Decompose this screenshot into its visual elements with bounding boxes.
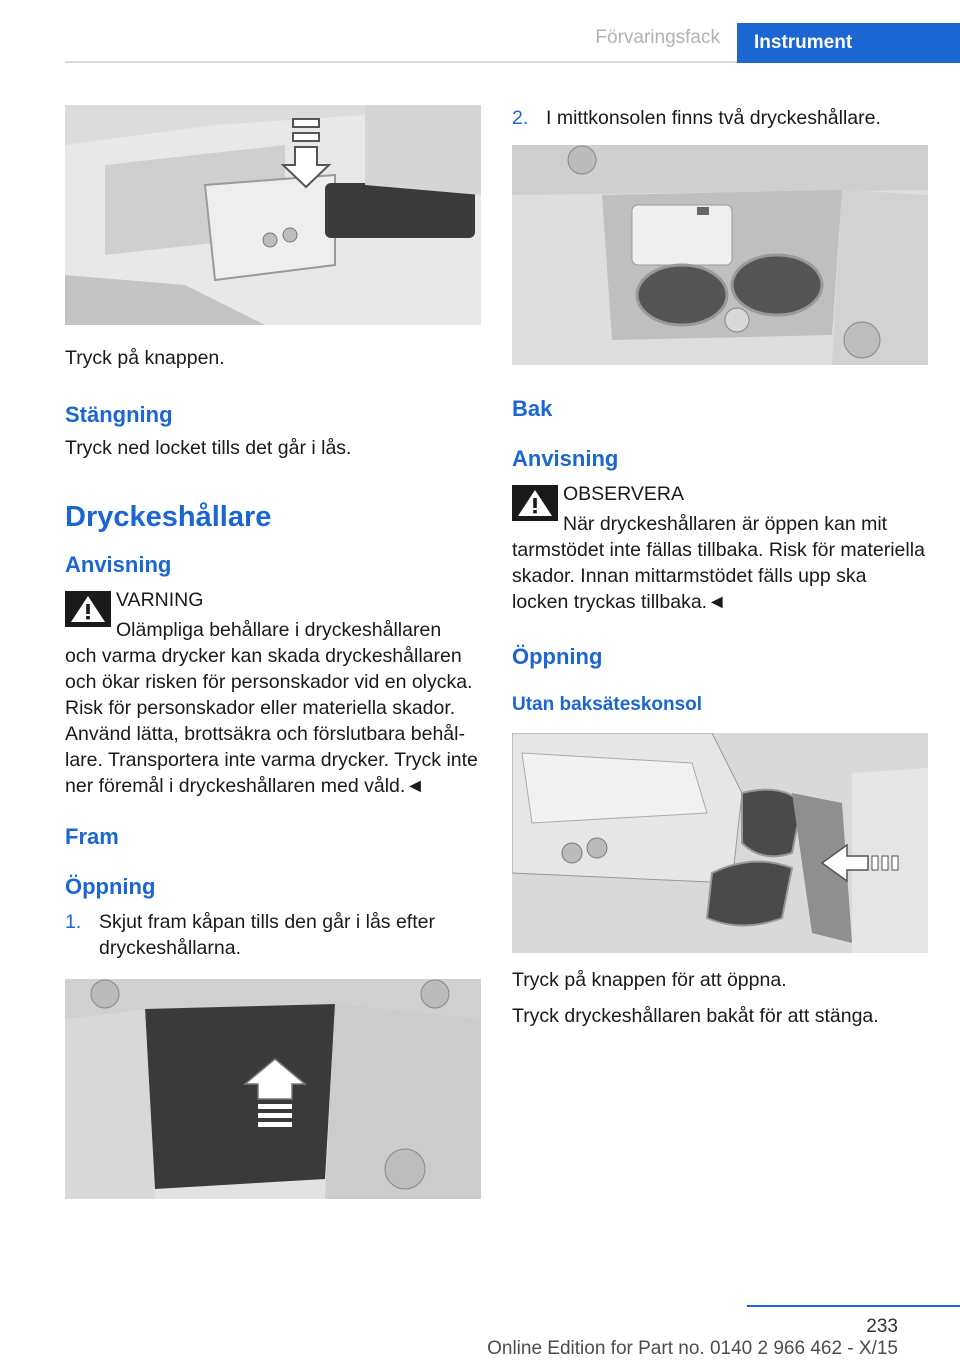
step-2-text: I mittkonsolen finns två dryckeshållare. [546,107,881,129]
caution-block [512,481,928,615]
page-number: 233 [866,1316,898,1337]
step-2 [512,105,928,131]
front-heading: Fram [65,824,119,849]
open-instruction: Tryck på knappen för att öppna. [512,969,787,991]
footer-edition: Online Edition for Part no. 0140 2 966 462 - X/15 [487,1338,898,1359]
warning-triangle-icon [65,591,111,627]
warning-label: VARNING [116,589,204,611]
note-heading: Anvisning [65,552,172,577]
cupholder-heading: Dryckeshållare [65,501,272,533]
step-1-number: 1. [65,911,82,933]
rear-cupholder-photo [512,733,928,953]
header-section-tab[interactable]: Förvaringsfack [595,27,720,48]
press-button-text: Tryck på knappen. [65,347,225,369]
caution-first-line: När dryckeshållaren är öppen kan mit [563,513,888,535]
closing-text: Tryck ned locket tills det går i lås. [65,437,352,459]
step-1 [65,909,481,961]
caution-label: OBSERVERA [563,483,685,505]
armrest-button-photo [65,105,481,325]
note-heading-rear: Anvisning [512,446,619,471]
right-column [512,105,928,1029]
close-instruction: Tryck dryckeshållaren bakåt för att stänga. [512,1005,879,1027]
caution-triangle-icon [512,485,558,521]
header-chapter-tab[interactable]: Instrument [737,23,960,63]
left-column [65,105,481,1199]
warning-block [65,587,481,799]
opening-heading-rear: Öppning [512,644,603,669]
warning-text: och varma drycker kan skada dryckeshållaren och ökar risken för personskador vid en olycka. Risk för personskador eller materiella skador. Använd lätta, brottsäkra och förslutbara behållare. Transportera inte varma drycker. Tryck inte ner föremål i dryckeshållaren med våld.◄ [65,645,478,797]
footer-rule [747,1305,960,1307]
console-cover-photo [65,979,481,1199]
caution-text: tarmstödet inte fällas tillbaka. Risk för materiella skador. Innan mittarmstödet fälls upp ska locken tryckas tillbaka.◄ [512,539,925,613]
step-1-text: Skjut fram kåpan tills den går i lås efter dryckeshållarna. [99,911,435,959]
opening-heading-front: Öppning [65,874,156,899]
step-2-number: 2. [512,107,529,129]
without-rear-console-heading: Utan baksäteskonsol [512,694,703,715]
rear-heading: Bak [512,396,553,421]
two-cupholders-photo [512,145,928,365]
closing-heading: Stängning [65,402,173,427]
warning-first-line: Olämpliga behållare i dryckeshållaren [116,619,442,641]
